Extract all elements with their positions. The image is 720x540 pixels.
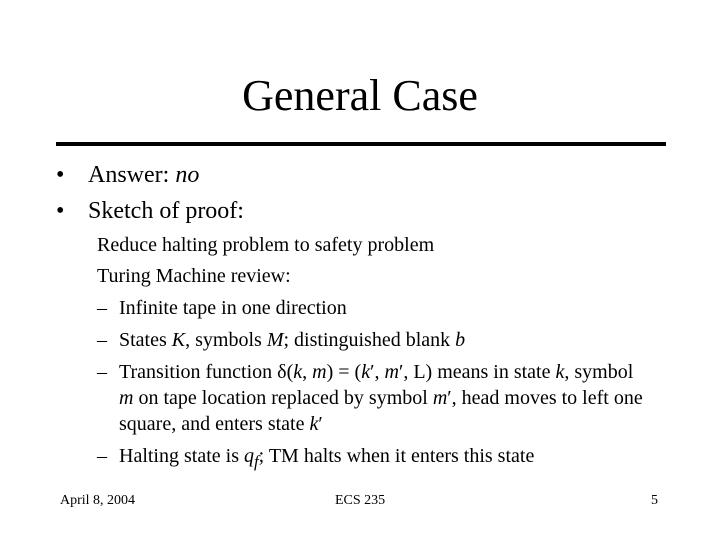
footer-date: April 8, 2004 — [60, 493, 136, 508]
slide-title: General Case — [242, 71, 478, 120]
sub-item-text: Transition function δ(k, m) = (k′, m′, L) means in state k, symbol m on tape location replaced by symbol m′, head moves to left one square, and enters state k′ — [119, 361, 643, 435]
dash-marker: – — [97, 297, 107, 319]
bullet-answer — [56, 160, 199, 190]
sub-item-text: Halting state is $q_f$; TM halts when it enters this state — [119, 445, 535, 471]
line-turing-review: Turing Machine review: — [97, 265, 291, 287]
dash-marker: – — [97, 329, 107, 351]
dash-marker: – — [97, 361, 107, 383]
answer-value: no — [175, 162, 200, 188]
bullet-marker: • — [56, 198, 65, 224]
answer-label: Answer: — [88, 162, 176, 188]
sub-item-text: States K, symbols M; distinguished blank b — [119, 329, 466, 351]
sub-item-text: Infinite tape in one direction — [119, 297, 347, 319]
title-divider — [56, 142, 666, 146]
footer-page-number: 5 — [651, 493, 658, 508]
delta-symbol: δ — [277, 361, 287, 383]
footer-course: ECS 235 — [335, 493, 386, 508]
sketch-label: Sketch of proof: — [88, 198, 244, 224]
line-reduce: Reduce halting problem to safety problem — [97, 234, 435, 256]
bullet-sketch — [56, 196, 244, 226]
bullet-marker: • — [56, 162, 65, 188]
dash-marker: – — [97, 445, 107, 467]
